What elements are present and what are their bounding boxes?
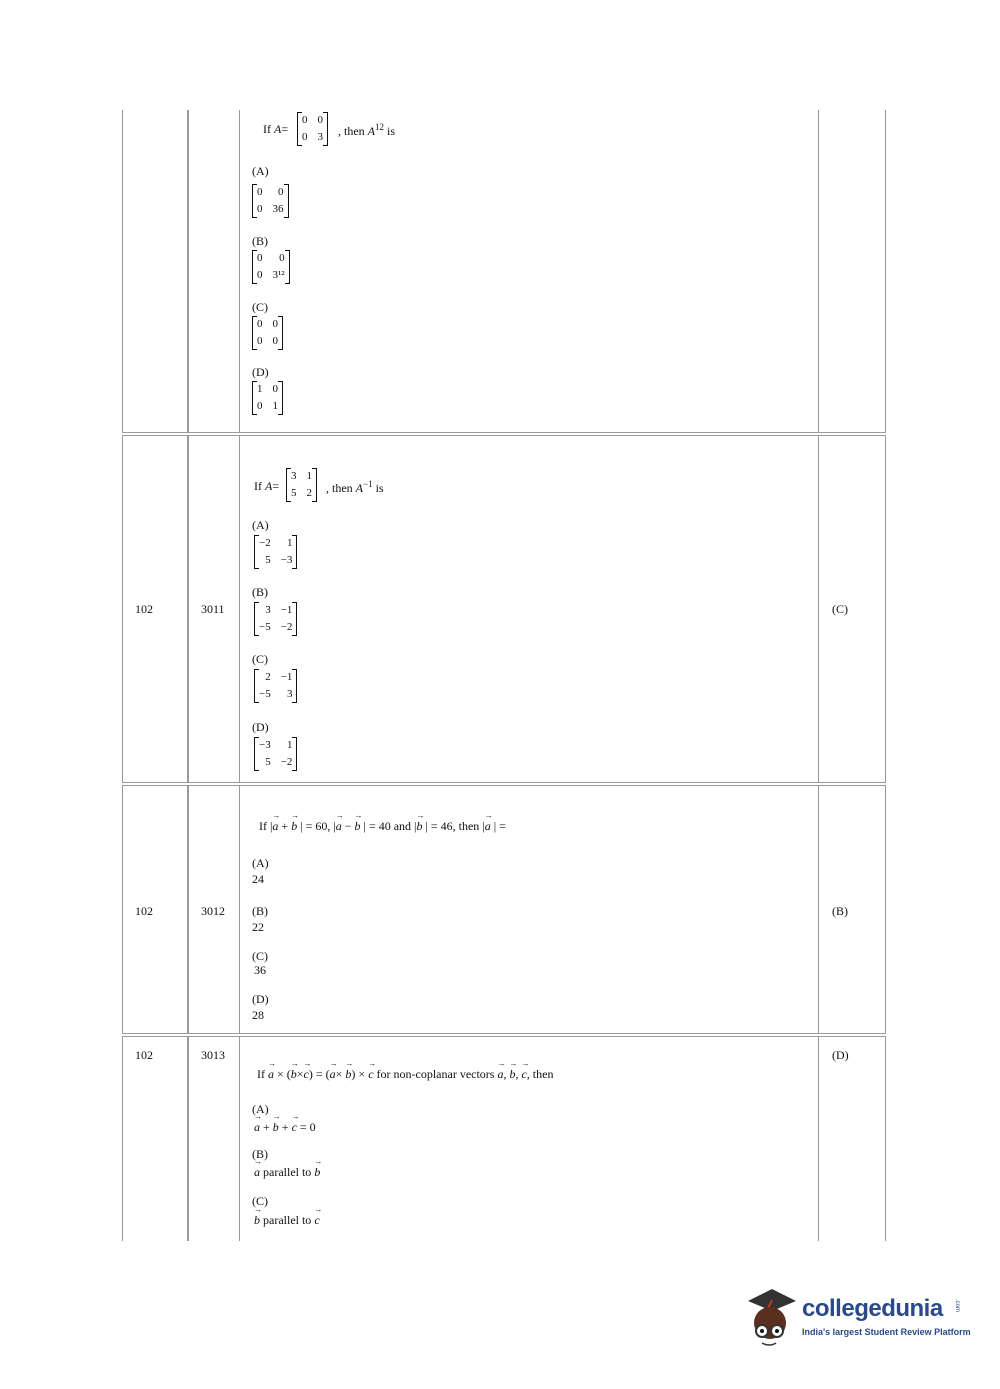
option-label: (C) — [252, 949, 268, 963]
option-label: (D) — [252, 992, 269, 1006]
option-label: (A) — [252, 1102, 269, 1116]
question-cell — [239, 785, 819, 1034]
option-label: (B) — [252, 904, 268, 918]
qid-cell — [188, 1036, 240, 1241]
option-value: 28 — [252, 1008, 264, 1022]
subject-cell — [122, 435, 188, 783]
option-matrix: −3 1 5 −2 — [254, 737, 297, 771]
question-text: If A= — [254, 479, 280, 493]
option-matrix: 0 0 0 0 — [252, 316, 283, 350]
subject-cell — [122, 110, 188, 433]
logo-tagline: India's largest Student Review Platform — [802, 1327, 971, 1337]
mascot-icon — [742, 1283, 800, 1353]
logo-wordmark: collegedunia — [802, 1295, 943, 1322]
subject-cell — [122, 1036, 188, 1241]
answer-key: (D) — [832, 1048, 849, 1062]
option-label: (A) — [252, 164, 269, 178]
answer-cell — [818, 1036, 886, 1241]
option-label: (B) — [252, 1147, 268, 1161]
question-cell — [239, 435, 819, 783]
option-label: (C) — [252, 1194, 268, 1208]
option-value: 24 — [252, 872, 264, 886]
answer-cell — [818, 785, 886, 1034]
collegedunia-logo[interactable] — [742, 1283, 972, 1353]
option-label: (D) — [252, 720, 269, 734]
subject-code: 102 — [135, 904, 153, 918]
table-row — [122, 435, 886, 783]
answer-cell — [818, 435, 886, 783]
option-matrix: 2 −1 −5 3 — [254, 669, 297, 703]
option-label: (D) — [252, 365, 269, 379]
table-row — [122, 785, 886, 1034]
answer-key: (B) — [832, 904, 848, 918]
question-text: If |→ a + → b | = 60, |→ a − → b | = 40 and |→ b | = 46, then |→ a | = — [259, 819, 506, 834]
question-table — [122, 110, 886, 1241]
option-matrix: 0 0 0 36 — [252, 184, 289, 218]
subject-cell — [122, 785, 188, 1034]
option-value: → a + → b + → c = 0 — [254, 1120, 316, 1135]
qid-cell — [188, 785, 240, 1034]
option-label: (B) — [252, 585, 268, 599]
table-row — [122, 1036, 886, 1241]
option-matrix: 1 0 0 1 — [252, 381, 283, 415]
option-label: (A) — [252, 518, 269, 532]
option-matrix: 3 −1 −5 −2 — [254, 602, 297, 636]
option-value: 22 — [252, 920, 264, 934]
question-suffix: , then $A^{12}$ is — [338, 122, 396, 138]
question-cell — [239, 1036, 819, 1241]
option-matrix: 0 0 0 3¹² — [252, 250, 290, 284]
question-matrix: 3 1 5 2 — [286, 468, 317, 502]
option-matrix: −2 1 5 −3 — [254, 535, 297, 569]
subject-code: 102 — [135, 602, 153, 616]
option-label: (C) — [252, 300, 268, 314]
subject-code: 102 — [135, 1048, 153, 1062]
option-label: (B) — [252, 234, 268, 248]
question-suffix: , then $A^{-1}$ is — [326, 479, 384, 495]
option-label: (A) — [252, 856, 269, 870]
question-id: 3011 — [201, 602, 225, 616]
option-value: → a parallel to → b — [254, 1165, 320, 1180]
question-id: 3012 — [201, 904, 225, 918]
answer-cell — [818, 110, 886, 433]
question-text: If → a × (→ b×→ c) = (→ a× → b) × → c for non-coplanar vectors → a, → b, → c, then — [257, 1067, 553, 1082]
logo-domain: .com — [954, 1299, 960, 1313]
qid-cell — [188, 110, 240, 433]
question-cell — [239, 110, 819, 433]
question-id: 3013 — [201, 1048, 225, 1062]
option-value: 36 — [254, 963, 266, 977]
qid-cell — [188, 435, 240, 783]
question-matrix: 0 0 0 3 — [297, 112, 328, 146]
table-row — [122, 110, 886, 433]
option-label: (C) — [252, 652, 268, 666]
question-text: If A= — [263, 122, 289, 136]
answer-key: (C) — [832, 602, 848, 616]
option-value: → b parallel to → c — [254, 1213, 320, 1228]
